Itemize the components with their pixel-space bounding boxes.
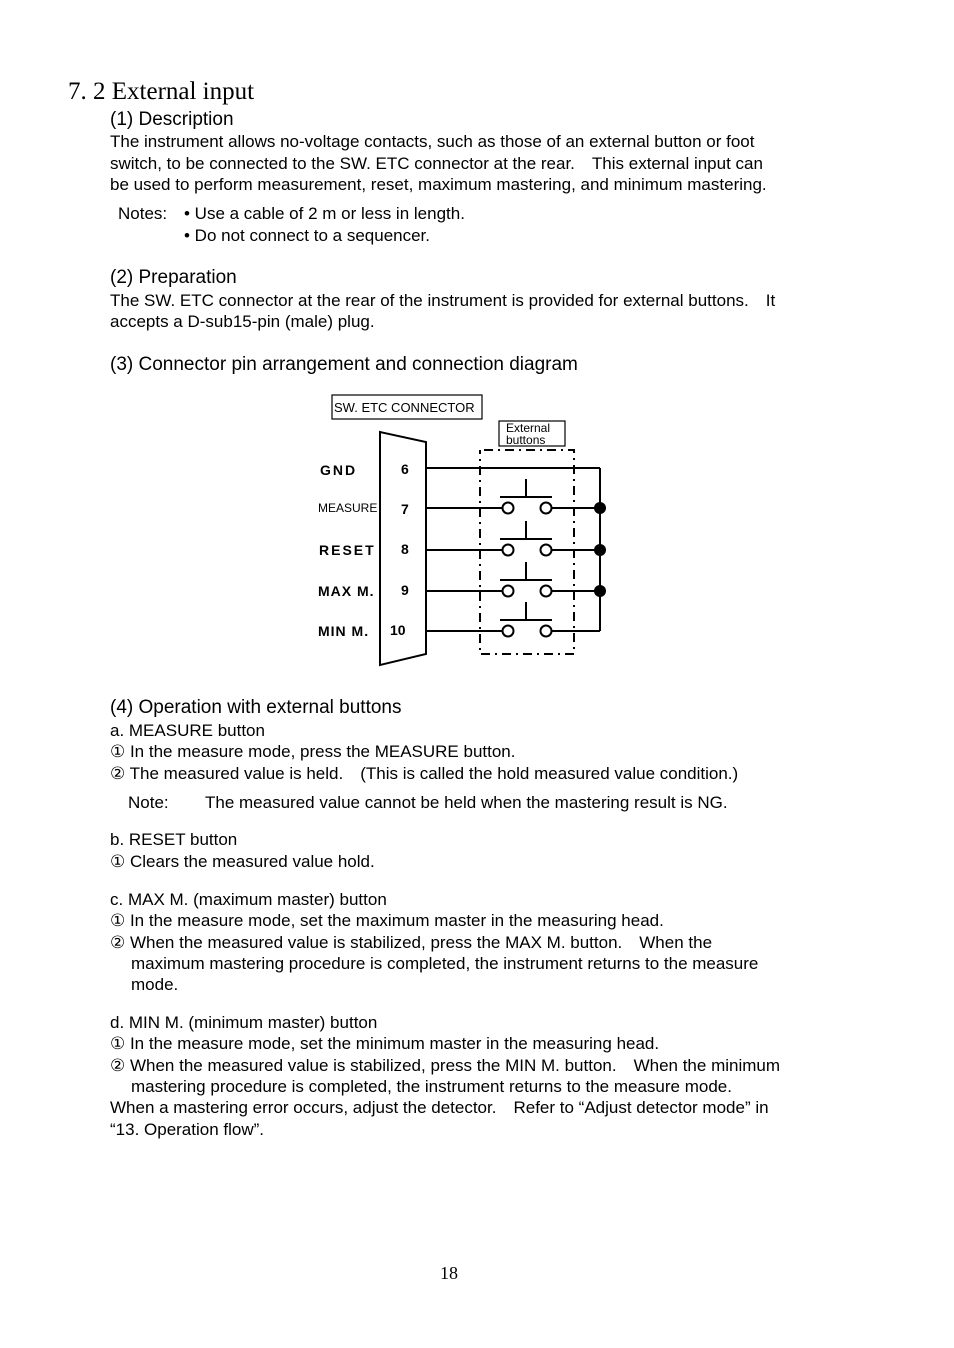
preparation-heading: (2) Preparation [110, 267, 237, 288]
signal-label: GND [320, 462, 358, 478]
switch-contact [503, 503, 514, 514]
signal-label: MIN M. [318, 623, 370, 639]
pin-number: 10 [390, 622, 406, 638]
signal-label: RESET [319, 542, 376, 558]
section-title: 7. 2 External input [68, 78, 255, 105]
description-line: be used to perform measurement, reset, maximum mastering, and minimum mastering. [110, 175, 767, 194]
min-step: ① In the measure mode, set the minimum master in the measuring head. [110, 1034, 660, 1053]
reset-step: ① Clears the measured value hold. [110, 852, 375, 871]
min-button-title: d. MIN M. (minimum master) button [110, 1013, 378, 1032]
min-step: ② When the measured value is stabilized, press the MIN M. button. When the minimum [110, 1056, 781, 1075]
switch-contact [503, 626, 514, 637]
switch-contact [541, 503, 552, 514]
switch-contact [541, 586, 552, 597]
page-number: 18 [440, 1263, 458, 1283]
signal-label: MEASURE [318, 501, 378, 515]
switch-contact [541, 626, 552, 637]
min-step-cont: mastering procedure is completed, the instrument returns to the measure mode. [131, 1077, 732, 1096]
operation-heading: (4) Operation with external buttons [110, 697, 402, 718]
connector-heading: (3) Connector pin arrangement and connection diagram [110, 354, 578, 375]
signal-label: MAX M. [318, 583, 375, 599]
buttons-label: External [506, 421, 551, 435]
max-step: ② When the measured value is stabilized, press the MAX M. button. When the [110, 933, 713, 952]
measure-button-title: a. MEASURE button [110, 721, 265, 740]
max-step-cont: maximum mastering procedure is completed, the instrument returns to the measure [131, 954, 759, 973]
switch-contact [503, 586, 514, 597]
preparation-line: accepts a D-sub15-pin (male) plug. [110, 312, 375, 331]
description-line: switch, to be connected to the SW. ETC connector at the rear. This external input can [110, 154, 763, 173]
switch-contact [541, 545, 552, 556]
measure-note-label: Note: [128, 793, 169, 812]
connector-label: SW. ETC CONNECTOR [334, 400, 475, 415]
buttons-label: buttons [506, 433, 546, 447]
note-item: • Use a cable of 2 m or less in length. [184, 204, 465, 223]
junction-dot [594, 502, 606, 514]
measure-step: ① In the measure mode, press the MEASURE button. [110, 742, 516, 761]
pin-number: 7 [401, 501, 409, 517]
switch-contact [503, 545, 514, 556]
measure-step: ② The measured value is held. (This is called the hold measured value condition.) [110, 764, 739, 783]
pin-number: 6 [401, 461, 409, 477]
notes-label: Notes: [118, 204, 168, 223]
mastering-error-note: When a mastering error occurs, adjust the detector. Refer to “Adjust detector mode” in [110, 1098, 769, 1117]
measure-note: The measured value cannot be held when the mastering result is NG. [205, 793, 728, 812]
max-button-title: c. MAX M. (maximum master) button [110, 890, 387, 909]
junction-dot [594, 544, 606, 556]
max-step: ① In the measure mode, set the maximum master in the measuring head. [110, 911, 664, 930]
max-step-cont: mode. [131, 975, 179, 994]
pin-number: 9 [401, 582, 409, 598]
mastering-error-note: “13. Operation flow”. [110, 1120, 265, 1139]
preparation-line: The SW. ETC connector at the rear of the instrument is provided for external buttons. It [110, 291, 776, 310]
pin-number: 8 [401, 541, 409, 557]
reset-button-title: b. RESET button [110, 830, 238, 849]
description-line: The instrument allows no-voltage contacts, such as those of an external button or foot [110, 132, 755, 151]
description-heading: (1) Description [110, 109, 234, 130]
note-item: • Do not connect to a sequencer. [184, 226, 431, 245]
connection-diagram [300, 390, 620, 680]
